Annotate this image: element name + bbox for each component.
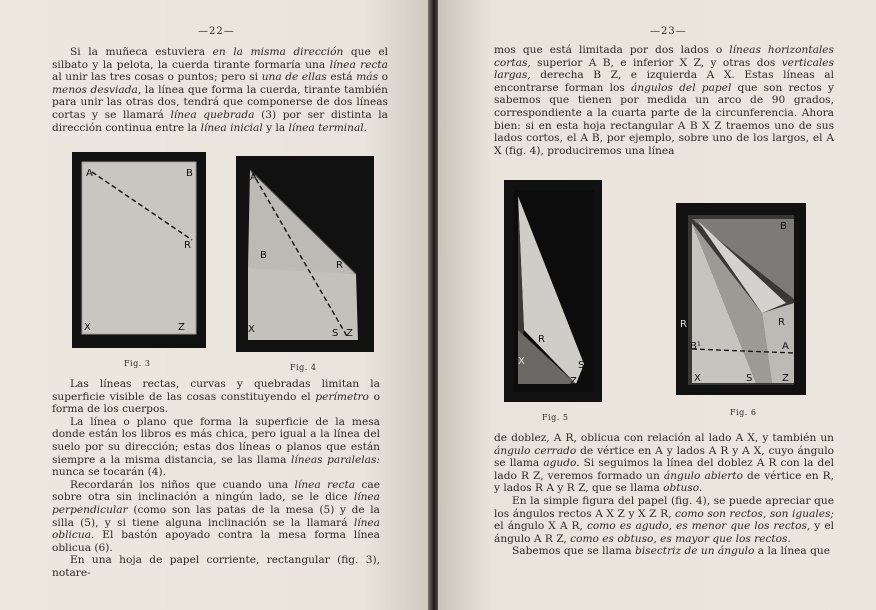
text-run: La línea o plano que forma la superficie de la mesa donde están los libros es más chica, pero igual a la línea del suelo por su dirección; estas dos líneas o planos que están siempre a la misma distancia, se las llama: [52, 415, 380, 466]
text-run: de doblez, A R, oblicua con relación al lado A X, y también un: [494, 432, 834, 444]
paragraph: [494, 44, 834, 157]
text-run: que el silbato y la pelota, la cuerda tirante formaría una: [52, 46, 388, 71]
fig3-label-a: A: [86, 168, 93, 179]
text-run: la línea que forma la cuerda, tirante también para unir las otras dos, tendrá que componerse de dos líneas cortas y se llamará: [52, 83, 388, 121]
text-run: de vértice en A y lados A R y A X, cuyo ángulo se llama: [494, 444, 834, 470]
italic-run: línea recta: [329, 58, 388, 71]
paragraph: [494, 495, 834, 545]
italic-run: línea quebrada: [170, 108, 255, 121]
figure-4-caption: Fig. 4: [290, 363, 317, 372]
fig6-label-a: A: [782, 341, 789, 352]
text-block: [494, 432, 834, 558]
text-run: o: [378, 71, 389, 84]
text-run: Las líneas rectas, curvas y quebradas limitan la superficie visible de las cosas constituyendo el: [52, 378, 380, 403]
fig6-label-z: Z: [782, 373, 789, 384]
text-run: al unir las tres cosas o puntos; pero si: [52, 71, 262, 84]
italic-run: línea perpendicular: [52, 491, 380, 516]
italic-run: agudo.: [543, 457, 580, 470]
folded-paper-illustration: [236, 156, 374, 352]
fig3-label-x: X: [84, 322, 91, 333]
left-page: [0, 0, 430, 610]
fig6-label-r-inner: R: [778, 317, 785, 328]
fig5-label-x: X: [518, 356, 525, 367]
text-run: (como son las patas de la mesa (5) y de la silla (5), y si tiene alguna inclinación se la llamará: [52, 503, 380, 529]
fig3-label-z: Z: [178, 322, 185, 333]
folded-paper-illustration: [504, 180, 602, 402]
paragraph: [494, 545, 834, 558]
paragraph: [52, 416, 380, 479]
text-block: [52, 378, 380, 580]
italic-run: en la misma dirección: [212, 46, 344, 58]
right-page: [438, 0, 876, 610]
paragraph: [52, 46, 388, 134]
text-run: a la línea que: [754, 545, 830, 558]
text-block: [494, 44, 834, 157]
italic-run: línea recta: [294, 478, 356, 491]
italic-run: líneas horizontales cortas,: [494, 44, 834, 69]
fig3-label-b: B: [186, 168, 193, 179]
italic-run: bisectriz de un ángulo: [635, 545, 755, 558]
fig6-label-r-outer: R: [680, 319, 687, 330]
text-run: Si la muñeca estuviera: [70, 46, 213, 58]
page-number: —22—: [198, 26, 235, 37]
fig6-label-x: X: [694, 373, 701, 384]
fig4-label-a: A: [250, 172, 257, 183]
text-run: (3) por ser distinta la dirección continua entre la: [52, 108, 388, 134]
figure-4-photo: [236, 156, 374, 352]
fig6-label-s: S: [746, 373, 753, 384]
text-run: En una hoja de papel corriente, rectangular (fig. 3), notare-: [52, 554, 380, 579]
italic-run: una de ellas: [261, 71, 327, 84]
italic-run: ángulo abierto: [663, 469, 743, 482]
figure-5-photo: [504, 180, 602, 402]
fig4-label-b: B: [260, 250, 267, 261]
text-run: Recordarán los niños que cuando una: [70, 478, 295, 491]
figure-3-photo: [72, 152, 206, 348]
italic-run: línea terminal.: [288, 121, 368, 134]
italic-run: línea oblicua.: [52, 516, 380, 542]
fig4-label-z: Z: [346, 328, 353, 339]
italic-run: menos desviada,: [52, 83, 142, 96]
fig5-label-s: S: [578, 360, 585, 371]
text-run: que son rectos y sabemos que tienen por medida un arco de 90 grados, correspondiente a la cuarta parte de la circunferencia. Ahora bien: si en esta hoja rectangular A B X Z traemos uno de sus lados cortos, el A B, por ejemplo, sobre uno de los largos, el A X (fig. 4), produciremos una línea: [494, 81, 834, 157]
italic-run: línea inicial: [200, 121, 263, 134]
italic-run: como son rectos, son iguales;: [675, 507, 834, 520]
text-run: está: [326, 71, 357, 84]
text-run: nunca se tocarán (4).: [52, 466, 166, 479]
text-run: En la simple figura del papel (fig. 4), se puede apreciar que los ángulos rectos A X Z y X Z R,: [494, 494, 834, 520]
italic-run: como es agudo, es menor que los rectos,: [586, 520, 811, 533]
italic-run: líneas paralelas:: [291, 453, 380, 466]
paragraph: [494, 432, 834, 495]
page-number: —23—: [650, 26, 687, 37]
fig5-label-r: R: [538, 334, 545, 345]
paragraph: [52, 479, 380, 555]
fig3-label-r: R: [184, 240, 191, 251]
text-run: Si seguimos la línea del doblez A R con la del lado R Z, veremos formado un: [494, 457, 834, 482]
figure-3-caption: Fig. 3: [124, 359, 151, 368]
text-run: el ángulo X A R,: [494, 520, 587, 533]
folded-paper-illustration: [676, 203, 806, 395]
italic-run: perímetro: [315, 390, 369, 403]
text-run: derecha B Z, e izquierda A X. Estas líneas al encontrarse forman los: [494, 69, 834, 94]
figure-6-caption: Fig. 6: [730, 408, 757, 417]
fig4-label-r: R: [336, 260, 343, 271]
italic-run: verticales largas,: [494, 56, 834, 82]
text-run: mos que está limitada por dos lados o: [494, 44, 730, 56]
figure-6-photo: [676, 203, 806, 395]
italic-run: como es obtuso, es mayor que los rectos.: [570, 532, 791, 545]
fig5-label-z: Z: [570, 376, 577, 387]
text-run: de vértice en R, y lados R A y R Z, que se llama: [494, 469, 834, 495]
paragraph: [52, 554, 380, 579]
text-run: El bastón apoyado contra la mesa forma línea oblicua (6).: [52, 529, 380, 554]
fig6-label-b: B: [780, 221, 787, 232]
text-run: y la: [262, 121, 289, 134]
italic-run: obtuso.: [663, 482, 703, 495]
text-run: o forma de los cuerpos.: [52, 390, 380, 416]
fig4-label-s: S: [332, 328, 339, 339]
folded-paper-illustration: [72, 152, 206, 348]
fig4-label-x: X: [248, 324, 255, 335]
italic-run: más: [356, 71, 379, 84]
text-run: y el ángulo A R Z,: [494, 520, 834, 545]
italic-run: ángulos del papel: [631, 81, 732, 94]
fig6-label-b-prime: B¹: [690, 341, 701, 352]
text-run: superior A B, e inferior X Z, y otras dos: [530, 56, 782, 69]
text-run: Sabemos que se llama: [512, 545, 635, 558]
italic-run: ángulo cerrado: [494, 444, 577, 457]
paragraph: [52, 378, 380, 416]
text-run: cae sobre otra sin inclinación a ningún lado, se le dice: [52, 478, 380, 504]
figure-5-caption: Fig. 5: [542, 413, 569, 422]
text-block: [52, 46, 388, 134]
